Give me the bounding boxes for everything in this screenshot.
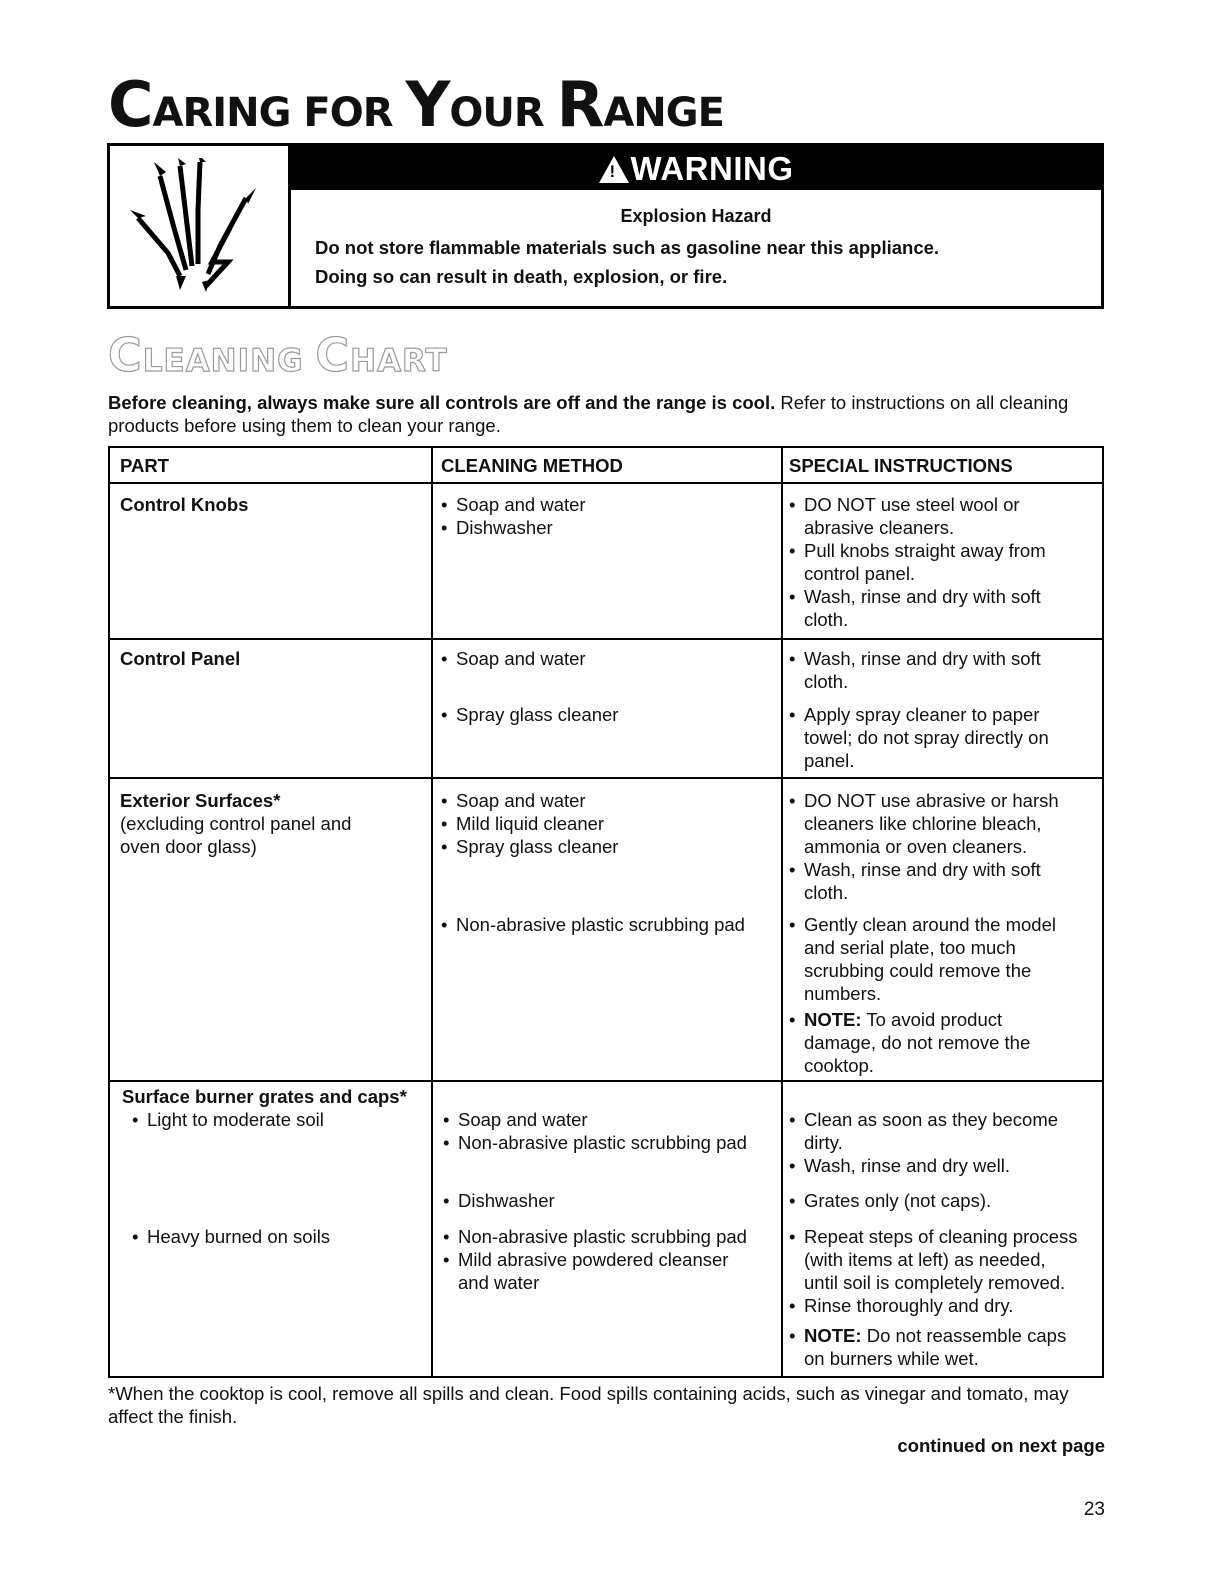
method-item: • Dishwasher [443,1190,555,1211]
method-item: • Non-abrasive plastic scrubbing pad [443,1132,747,1153]
header-special-instructions: SPECIAL INSTRUCTIONS [789,455,1013,476]
instruction-note: • NOTE: To avoid product damage, do not remove the cooktop. [789,1009,1031,1076]
footnote: *When the cooktop is cool, remove all spills and clean. Food spills containing acids, such as vinegar and tomato, may affect the finish. [108,1383,1069,1427]
continued-label: continued on next page [897,1435,1105,1456]
row-divider [110,482,1102,484]
method-item: • Mild abrasive powdered cleanser and water [443,1249,729,1293]
sub-part-item: • Light to moderate soil [132,1109,324,1130]
intro-bold: Before cleaning, always make sure all controls are off and the range is cool. [108,392,776,413]
page-title: CARING FOR YOUR RANGE [108,68,724,141]
instruction-item: • Wash, rinse and dry well. [789,1155,1010,1176]
method-item: • Non-abrasive plastic scrubbing pad [441,914,745,935]
instruction-item: • Clean as soon as they become dirty. [789,1109,1059,1153]
method-item: • Non-abrasive plastic scrubbing pad [443,1226,747,1247]
page-number: 23 [1083,1499,1105,1520]
sub-part-item: • Heavy burned on soils [132,1226,331,1247]
part-burner-grates: Surface burner grates and caps* [122,1086,407,1107]
method-item: • Soap and water [441,648,586,669]
warning-heading: WARNING [630,150,794,187]
instruction-item: • DO NOT use abrasive or harsh cleaners like chlorine bleach, ammonia or oven cleaners. [789,790,1059,857]
row-divider [110,638,1102,640]
instruction-item: • Repeat steps of cleaning process (with items at left) as needed, until soil is completely removed. [789,1226,1078,1293]
warning-box [107,143,1104,309]
explosion-icon [128,158,273,293]
explosion-hazard-icon-cell [110,146,291,306]
intro-text [108,391,1108,437]
method-item: • Soap and water [441,790,586,811]
column-divider [781,448,783,1376]
part-exterior-surfaces: Exterior Surfaces* [120,790,281,811]
part-note: (excluding control panel and [120,813,352,834]
warning-line-2: Doing so can result in death, explosion, or fire. [315,266,728,287]
method-item: • Soap and water [441,494,586,515]
header-cleaning-method: CLEANING METHOD [441,455,623,476]
part-control-knobs: Control Knobs [120,494,249,515]
warning-line-1: Do not store flammable materials such as gasoline near this appliance. [315,237,940,258]
instruction-item: • DO NOT use steel wool or abrasive cleaners. [789,494,1020,538]
hazard-type: Explosion Hazard [620,206,772,226]
warning-triangle-icon [599,156,629,183]
instruction-item: • Wash, rinse and dry with soft cloth. [789,648,1041,692]
section-title: CLEANING CHART [108,328,448,382]
instruction-item: • Grates only (not caps). [789,1190,992,1211]
part-control-panel: Control Panel [120,648,241,669]
header-part: PART [120,455,169,476]
row-divider [110,777,1102,779]
row-divider [110,1080,1102,1082]
part-note: oven door glass) [120,836,257,857]
warning-banner [291,146,1101,190]
instruction-item: • Wash, rinse and dry with soft cloth. [789,859,1041,903]
method-item: • Spray glass cleaner [441,836,619,857]
method-item: • Dishwasher [441,517,553,538]
method-item: • Spray glass cleaner [441,704,619,725]
instruction-item: • Apply spray cleaner to paper towel; do not spray directly on panel. [789,704,1049,771]
intro-normal: Refer to instructions on all cleaning products before using them to clean your range. [108,392,1069,436]
instruction-item: • Wash, rinse and dry with soft cloth. [789,586,1041,630]
cleaning-chart-table [108,446,1104,1378]
instruction-item: • Gently clean around the model and serial plate, too much scrubbing could remove the numbers. [789,914,1056,1004]
instruction-item: • Rinse thoroughly and dry. [789,1295,1014,1316]
instruction-note: • NOTE: Do not reassemble caps on burners while wet. [789,1325,1067,1369]
instruction-item: • Pull knobs straight away from control panel. [789,540,1046,584]
method-item: • Soap and water [443,1109,588,1130]
column-divider [431,448,433,1376]
method-item: • Mild liquid cleaner [441,813,605,834]
